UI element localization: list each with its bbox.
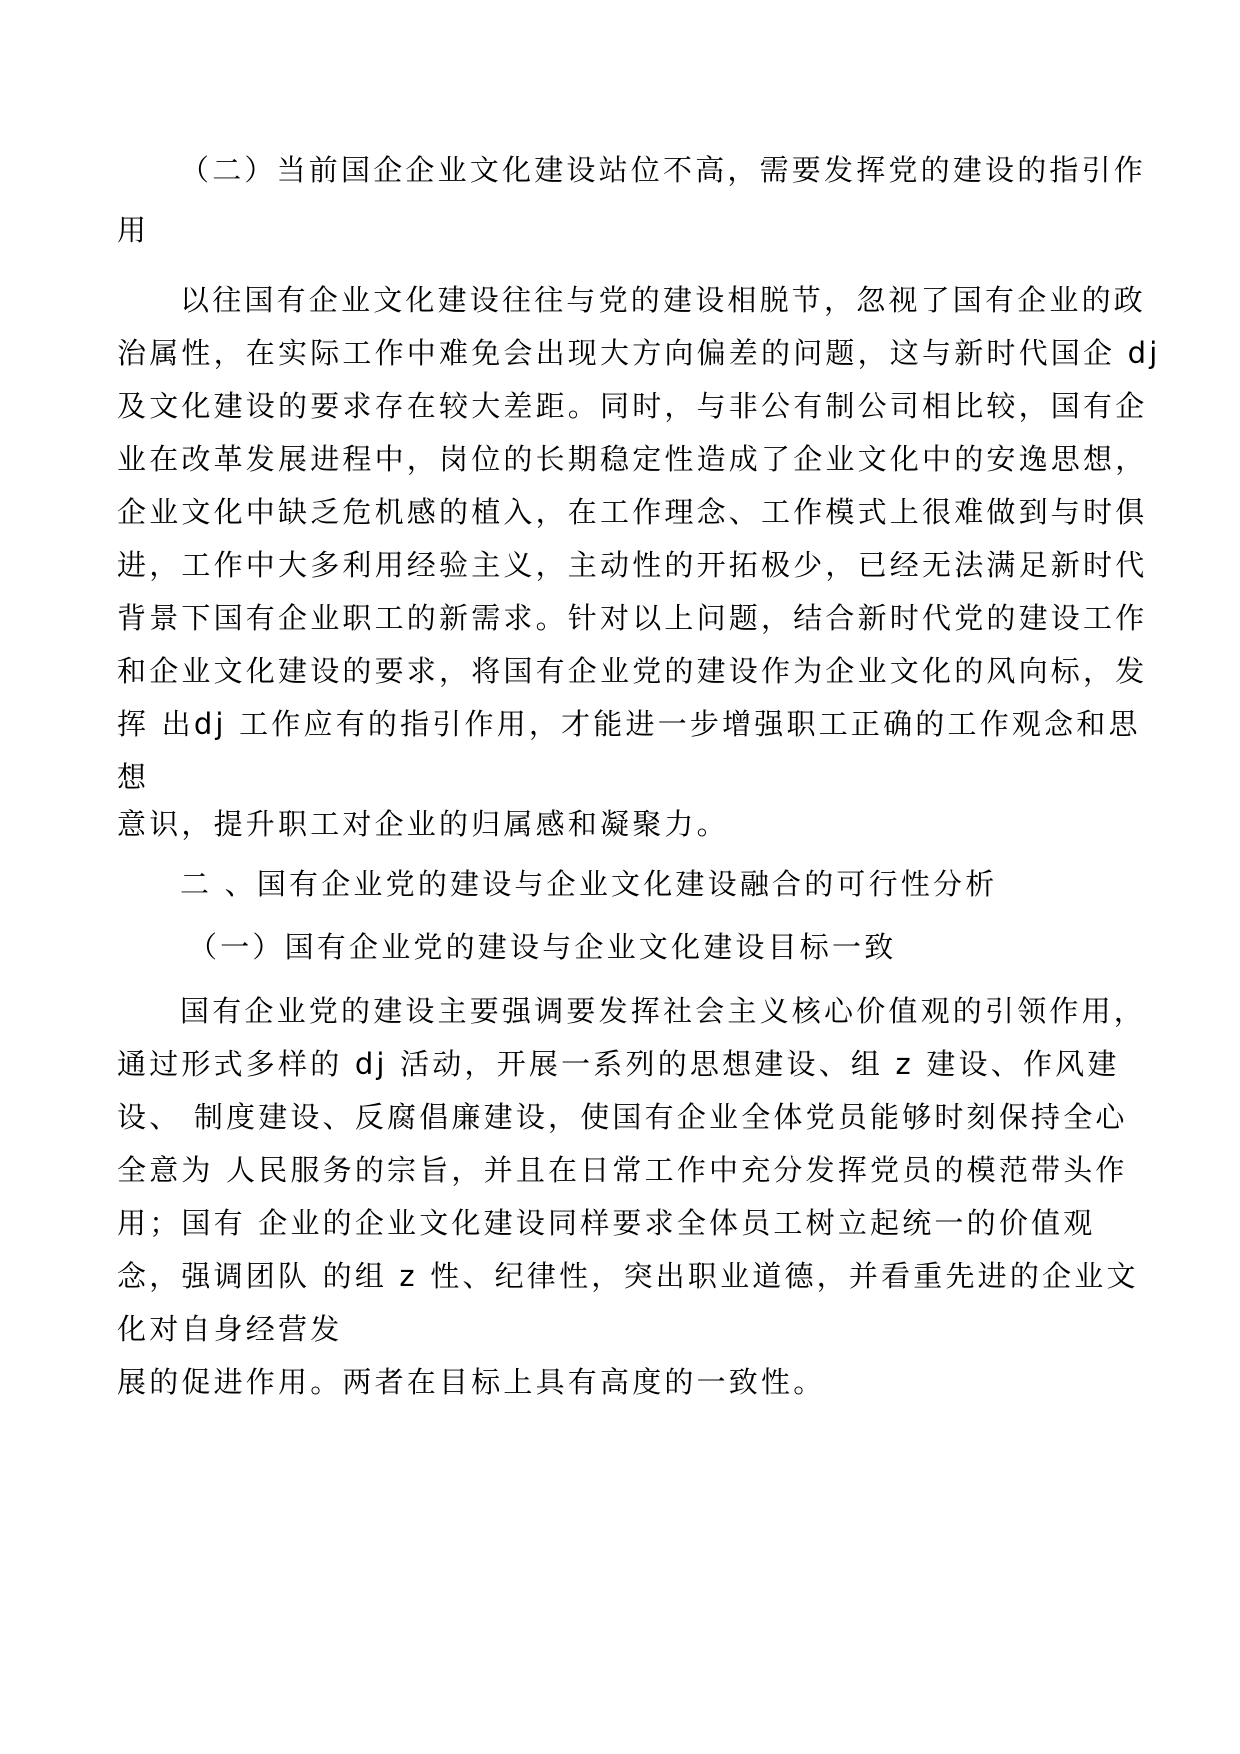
text-line: 设、 制度建设、反腐倡廉建设，使国有企业全体党员能够时刻保持全心: [117, 1100, 1128, 1134]
text-line: 化对自身经营发: [117, 1312, 343, 1346]
text-line: 想: [117, 760, 150, 794]
subheading-2-2: （二）当前国企企业文化建设站位不高，需要发挥党的建设的指引作: [180, 153, 1147, 187]
text-line: 念，强调团队 的组 z 性、纪律性，突出职业道德，并看重先进的企业文: [117, 1259, 1139, 1293]
text-line: 展的促进作用。两者在目标上具有高度的一致性。: [117, 1365, 826, 1399]
text-line: 用；国有 企业的企业文化建设同样要求全体员工树立起统一的价值观: [117, 1206, 1096, 1240]
text-line: 进，工作中大多利用经验主义，主动性的开拓极少，已经无法满足新时代: [117, 548, 1148, 582]
text-line: 意识，提升职工对企业的归属感和凝聚力。: [117, 807, 729, 841]
text-line: 及文化建设的要求存在较大差距。同时，与非公有制公司相比较，国有企: [117, 389, 1148, 423]
text-line: 和企业文化建设的要求，将国有企业党的建设作为企业文化的风向标，发: [117, 654, 1148, 688]
text-line: 全意为 人民服务的宗旨，并且在日常工作中充分发挥党员的模范带头作: [117, 1153, 1128, 1187]
subheading-2-1: （一）国有企业党的建设与企业文化建设目标一致: [188, 930, 897, 964]
text-line: 企业文化中缺乏危机感的植入，在工作理念、工作模式上很难做到与时俱: [117, 495, 1148, 529]
text-line: 用: [117, 213, 150, 247]
paragraph-start: 以往国有企业文化建设往往与党的建设相脱节，忽视了国有企业的政: [180, 283, 1147, 317]
paragraph-start: 国有企业党的建设主要强调要发挥社会主义核心价值观的引领作用，: [180, 994, 1147, 1028]
text-line: 业在改革发展进程中，岗位的长期稳定性造成了企业文化中的安逸思想，: [117, 442, 1148, 476]
text-line: 挥 出dj 工作应有的指引作用，才能进一步增强职工正确的工作观念和思: [117, 707, 1141, 741]
text-line: 治属性，在实际工作中难免会出现大方向偏差的问题，这与新时代国企 dj: [117, 336, 1161, 370]
text-line: 背景下国有企业职工的新需求。针对以上问题，结合新时代党的建设工作: [117, 601, 1148, 635]
text-line: 通过形式多样的 dj 活动，开展一系列的思想建设、组 z 建设、作风建: [117, 1047, 1120, 1081]
section-heading-2: 二 、国有企业党的建设与企业文化建设融合的可行性分析: [180, 867, 998, 901]
